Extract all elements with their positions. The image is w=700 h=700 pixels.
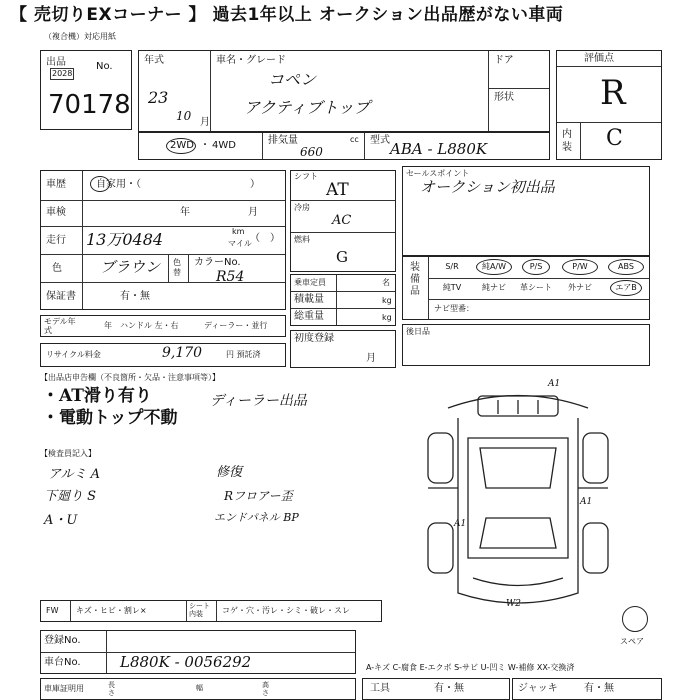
drive-4wd: 4WD bbox=[212, 140, 236, 151]
model-label: 型式 bbox=[370, 135, 390, 146]
equip-airbag: エアB bbox=[615, 283, 637, 292]
mileage-mile: マイル bbox=[228, 239, 252, 248]
recovery-label: 後日品 bbox=[406, 327, 430, 336]
lot-year-box: 2028 bbox=[52, 69, 73, 78]
interior-value: C bbox=[606, 126, 623, 151]
displacement-value: 660 bbox=[300, 145, 323, 159]
color-label: 色 bbox=[52, 263, 62, 274]
seat-label: シート内装 bbox=[189, 602, 210, 618]
sales-point-label: セールスポイント bbox=[406, 169, 470, 178]
equip-ext-navi: 外ナビ bbox=[568, 283, 592, 292]
capacity-label: 乗車定員 bbox=[294, 278, 326, 287]
tools-options: 有・無 bbox=[434, 683, 464, 694]
diagram-mark-front: A1 bbox=[548, 379, 561, 389]
cert-height: 高さ bbox=[262, 681, 269, 697]
navi-model-label: ナビ型番： bbox=[434, 304, 474, 313]
spare-label: スペア bbox=[620, 637, 644, 646]
score-label: 評価点 bbox=[584, 53, 614, 64]
model-year-dealer: ディーラー・並行 bbox=[204, 321, 268, 330]
equip-alloy: 純A/W bbox=[481, 262, 507, 271]
equip-sr: S/R bbox=[445, 262, 459, 271]
warranty-label: 保証書 bbox=[46, 291, 76, 302]
chassis-label: 車台No. bbox=[44, 657, 81, 668]
jack-options: 有・無 bbox=[584, 683, 614, 694]
seller-note-3: ディーラー出品 bbox=[210, 393, 307, 409]
fw-options: キズ・ヒビ・割レ× bbox=[76, 606, 147, 615]
year-era: 23 bbox=[148, 88, 169, 107]
inspector-label: 【検査員記入】 bbox=[40, 449, 96, 458]
mileage-label: 走行 bbox=[46, 235, 66, 246]
drive-2wd: 2WD bbox=[170, 140, 194, 151]
equip-ps: P/S bbox=[529, 262, 543, 271]
diagram-mark-left: A1 bbox=[454, 519, 467, 529]
model-year-label: モデル年式 bbox=[44, 317, 76, 335]
tools-label: 工具 bbox=[370, 683, 390, 694]
equipment-label: 装備品 bbox=[410, 262, 420, 297]
inspection-label: 車検 bbox=[46, 207, 66, 218]
cert-width: 幅 bbox=[196, 684, 203, 692]
inspector-right-1: 修復 bbox=[216, 465, 243, 480]
registration-unit: 月 bbox=[366, 353, 376, 364]
inspection-month: 月 bbox=[248, 207, 258, 218]
displacement-label: 排気量 bbox=[268, 135, 298, 146]
lot-out-label: 出品 bbox=[46, 57, 66, 68]
history-options: 自家用・（ bbox=[96, 179, 141, 190]
capacity-unit: 名 bbox=[382, 278, 390, 287]
shift-label: シフト bbox=[294, 172, 318, 181]
ac-label: 冷房 bbox=[294, 203, 310, 212]
lot-no-label: No. bbox=[96, 61, 113, 72]
car-diagram bbox=[418, 378, 618, 618]
recycle-unit: 円 預託済 bbox=[226, 350, 261, 359]
diagram-mark-right: A1 bbox=[580, 497, 593, 507]
drive-sep: ・ bbox=[200, 140, 210, 151]
load-unit: kg bbox=[382, 296, 392, 305]
color-value: ブラウン bbox=[100, 258, 161, 276]
displacement-unit: cc bbox=[350, 135, 359, 144]
inspector-left-3: A・U bbox=[44, 513, 78, 528]
fuel-label: 燃料 bbox=[294, 235, 310, 244]
inspector-right-3: エンドパネル BP bbox=[214, 511, 299, 524]
form-type: （複合機）対応用紙 bbox=[44, 32, 116, 41]
shape-label: 形状 bbox=[494, 92, 514, 103]
history-label: 車歴 bbox=[46, 179, 66, 190]
recycle-value: 9,170 bbox=[162, 345, 203, 361]
seat-options: コゲ・穴・汚レ・シミ・破レ・スレ bbox=[222, 606, 350, 615]
seller-notes-label: 【出品店申告欄（不良箇所・欠品・注意事項等）】 bbox=[40, 373, 220, 382]
ac-value: AC bbox=[332, 213, 352, 228]
year-label: 年式 bbox=[144, 55, 164, 66]
inspector-right-2: Rフロアー歪 bbox=[224, 489, 293, 503]
inspection-year: 年 bbox=[180, 207, 190, 218]
equip-navi: 純ナビ bbox=[482, 283, 506, 292]
mileage-km: km bbox=[232, 227, 245, 236]
registration-label: 初度登録 bbox=[294, 333, 334, 344]
color-code-label: カラーNo. bbox=[194, 257, 241, 268]
inspector-left-1: アルミ A bbox=[48, 467, 101, 482]
car-name-label: 車名・グレード bbox=[216, 55, 286, 66]
jack-label: ジャッキ bbox=[518, 683, 558, 694]
recycle-label: リサイクル料金 bbox=[46, 350, 101, 359]
weight-unit: kg bbox=[382, 313, 392, 322]
color-change-label: 色替 bbox=[173, 258, 181, 277]
equip-pw: P/W bbox=[572, 262, 588, 271]
interior-label: 内装 bbox=[562, 129, 572, 153]
warranty-options: 有・無 bbox=[120, 291, 150, 302]
seller-note-2: ・電動トップ不動 bbox=[42, 408, 178, 428]
spare-icon bbox=[622, 606, 648, 632]
model-year-year: 年 bbox=[104, 321, 112, 330]
garage-cert-label: 車庫証明用 bbox=[44, 684, 84, 693]
cert-length: 長さ bbox=[108, 681, 115, 697]
damage-legend: A-キズ C-腐食 E-エクボ S-サビ U-凹ミ W-補修 XX-交換済 bbox=[366, 663, 575, 672]
diagram-mark-rear: W2 bbox=[506, 599, 521, 609]
load-label: 積載量 bbox=[294, 294, 324, 305]
page-header: 【 売切りEXコーナー 】 過去1年以上 オークション出品歴がない車両 bbox=[10, 5, 564, 25]
fuel-value: G bbox=[336, 248, 348, 266]
chassis-value: L880K - 0056292 bbox=[120, 653, 252, 671]
year-month: 10 bbox=[176, 109, 192, 123]
model-year-handle: ハンドル 左・右 bbox=[120, 321, 179, 330]
equip-tv: 純TV bbox=[442, 283, 462, 292]
mileage-paren: （ ） bbox=[250, 233, 280, 244]
equip-leather: 革シート bbox=[520, 283, 552, 292]
reg-no-label: 登録No. bbox=[44, 635, 81, 646]
equip-abs: ABS bbox=[618, 262, 634, 271]
recovery-box bbox=[402, 324, 650, 366]
fw-label: FW bbox=[46, 606, 59, 615]
car-name: コペン bbox=[268, 70, 317, 89]
model-value: ABA - L880K bbox=[390, 140, 488, 158]
shift-value: AT bbox=[326, 180, 349, 200]
door-label: ドア bbox=[494, 55, 514, 66]
sales-point-value: オークション初出品 bbox=[420, 178, 555, 196]
car-grade: アクティブトップ bbox=[244, 98, 370, 117]
seller-note-1: ・AT滑り有り bbox=[42, 386, 152, 406]
year-month-suffix: 月 bbox=[200, 117, 210, 128]
inspector-left-2: 下廻り S bbox=[44, 489, 97, 504]
mileage-value: 13万0484 bbox=[86, 230, 164, 249]
history-close: ） bbox=[250, 179, 260, 190]
lot-number: 70178 bbox=[48, 90, 131, 120]
color-code: R54 bbox=[216, 269, 245, 285]
weight-label: 総重量 bbox=[294, 311, 324, 322]
score-value: R bbox=[600, 73, 626, 113]
